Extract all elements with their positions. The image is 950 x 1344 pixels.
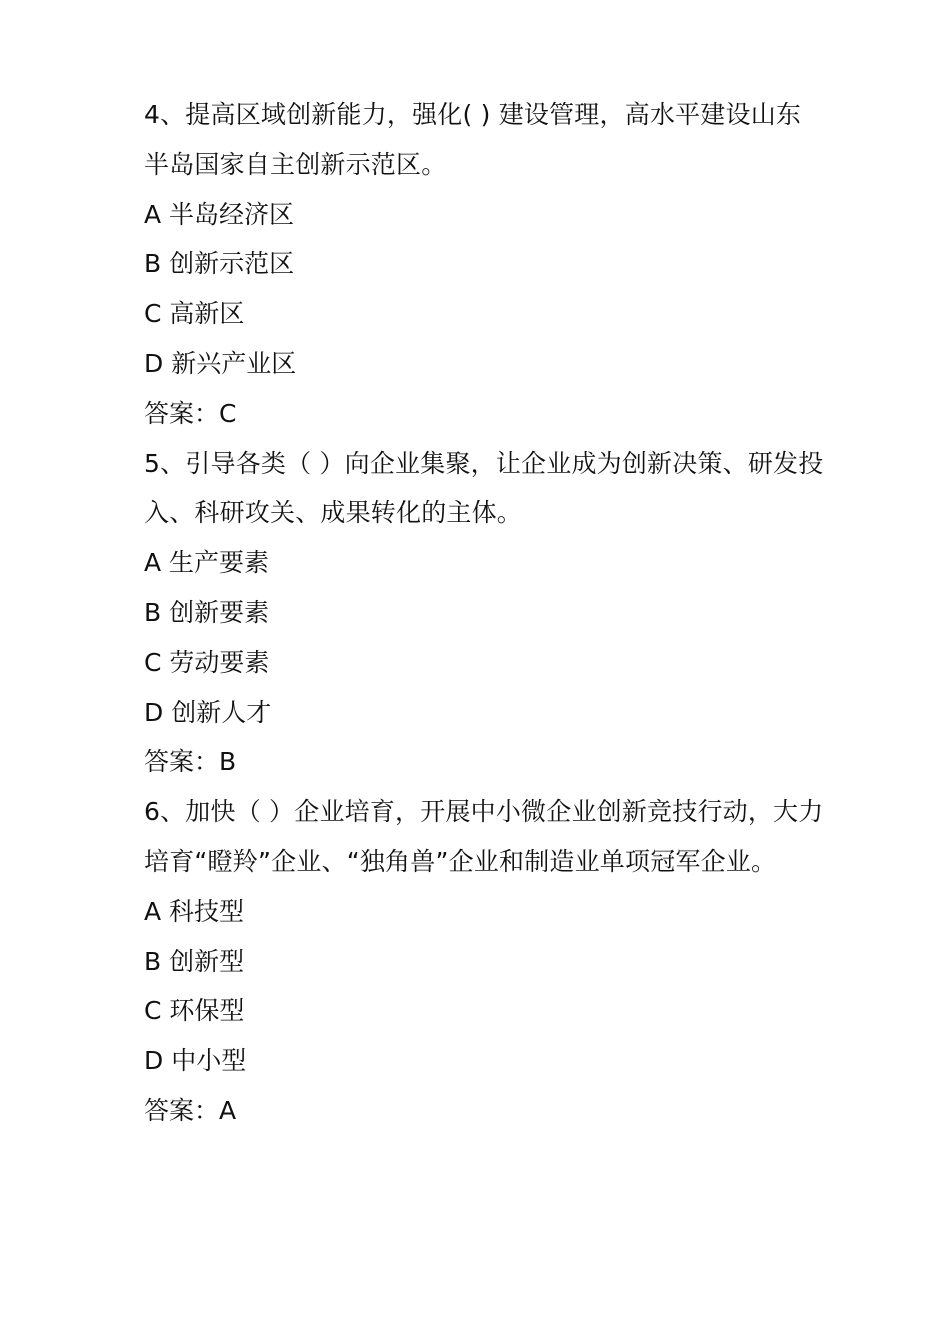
option-a: A 半岛经济区 [144, 199, 295, 229]
option-c: C 劳动要素 [144, 647, 270, 677]
question-6 [144, 787, 824, 1136]
option-c: C 高新区 [144, 299, 245, 329]
answer-line: 答案：C [144, 398, 237, 428]
question-stem: 6、加快（ ）企业培育，开展中小微企业创新竞技行动，大力培育“瞪羚”企业、“独角兽”企业和制造业单项冠军企业。 [144, 797, 824, 876]
option-b: B 创新示范区 [144, 249, 295, 279]
option-b: B 创新型 [144, 946, 245, 976]
question-4 [144, 90, 824, 439]
option-c: C 环保型 [144, 996, 245, 1026]
answer-line: 答案：A [144, 1095, 237, 1125]
question-stem: 4、提高区域创新能力，强化( ) 建设管理，高水平建设山东半岛国家自主创新示范区。 [144, 100, 802, 179]
option-d: D 新兴产业区 [144, 348, 297, 378]
answer-line: 答案：B [144, 747, 237, 777]
option-a: A 科技型 [144, 896, 245, 926]
question-stem: 5、引导各类（ ）向企业集聚，让企业成为创新决策、研发投入、科研攻关、成果转化的主体。 [144, 448, 824, 528]
question-5 [144, 439, 824, 788]
document-page [144, 90, 824, 1136]
option-d: D 创新人才 [144, 697, 272, 727]
option-b: B 创新要素 [144, 597, 270, 627]
option-a: A 生产要素 [144, 548, 270, 578]
option-d: D 中小型 [144, 1046, 247, 1076]
